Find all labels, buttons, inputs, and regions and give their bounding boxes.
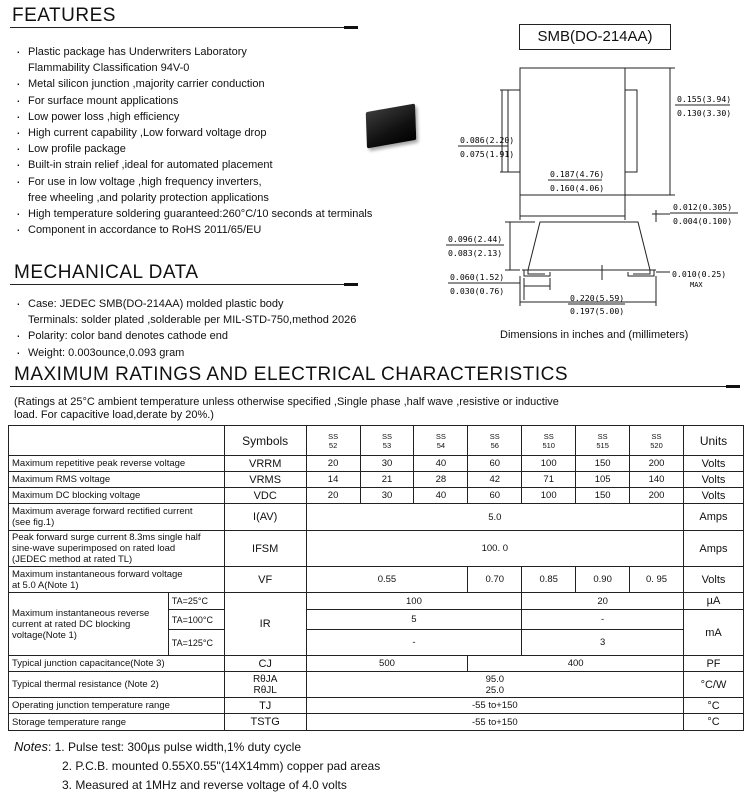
table-row: TA=100°C 5 - mA [9, 610, 744, 630]
dim-0012: 0.012(0.305) [673, 202, 733, 212]
package-title: SMB(DO-214AA) [519, 24, 671, 50]
table-row: Operating junction temperature range TJ -55 to+150 °C [9, 698, 744, 714]
table-row: Maximum instantaneous forward voltage at 5.0 A(Note 1) VF 0.55 0.70 0.85 0.90 0. 95 Volts [9, 567, 744, 593]
dim-0060: 0.060(1.52) [450, 272, 505, 282]
header-units: Units [683, 426, 743, 456]
dim-0086: 0.086(2.20) [460, 135, 515, 145]
features-title: FEATURES [12, 5, 116, 26]
table-row: Peak forward surge current 8.3ms single half sine-wave superimposed on rated load (JEDEC method at rated TL) IFSM 100. 0 Amps [9, 531, 744, 567]
dim-max: MAX [690, 281, 703, 289]
dim-0197: 0.197(5.00) [570, 306, 625, 316]
mechanical-item: · Polarity: color band denotes cathode end [14, 328, 356, 344]
feature-item: Flammability Classification 94V-0 [28, 62, 190, 75]
dim-0010: 0.010(0.25) [672, 269, 727, 279]
feature-item: · High current capability ,Low forward voltage drop [14, 125, 372, 141]
feature-item: · Component in accordance to RoHS 2011/65/EU [14, 222, 372, 238]
feature-item: · Plastic package has Underwriters Laboratory [14, 44, 372, 60]
dim-0083: 0.083(2.13) [448, 248, 503, 258]
ratings-title: MAXIMUM RATINGS AND ELECTRICAL CHARACTERISTICS [14, 364, 569, 385]
dim-0075: 0.075(1.91) [460, 149, 515, 159]
features-list [14, 44, 372, 238]
feature-item: · Low profile package [14, 141, 372, 157]
table-row: Typical junction capacitance(Note 3) CJ 500 400 PF [9, 656, 744, 672]
mechanical-rule [10, 284, 356, 285]
features-rule-end [344, 26, 358, 29]
dim-0160: 0.160(4.06) [550, 183, 605, 193]
table-header-row [9, 426, 744, 456]
table-row: TA=125°C - 3 [9, 630, 744, 656]
table-row: Maximum DC blocking voltage VDC 20 30 40 60 100 150 200 Volts [9, 488, 744, 504]
notes-line2: 2. P.C.B. mounted 0.55X0.55"(14X14mm) copper pad areas [62, 759, 381, 773]
feature-item: free wheeling ,and polarity protection applications [28, 191, 269, 204]
mechanical-item: Terminals: solder plated ,solderable per MIL-STD-750,method 2026 [28, 314, 357, 327]
header-part: SS 510 [522, 426, 576, 456]
mechanical-item: · Weight: 0.003ounce,0.093 gram [14, 345, 356, 361]
header-part: SS 52 [306, 426, 360, 456]
ratings-table [8, 425, 744, 731]
table-row: Typical thermal resistance (Note 2) RθJA RθJL 95.0 25.0 °C/W [9, 672, 744, 698]
dim-0030: 0.030(0.76) [450, 286, 505, 296]
header-part: SS 56 [468, 426, 522, 456]
table-row: Maximum average forward rectified current (see fig.1) I(AV) 5.0 Amps [9, 504, 744, 531]
dim-0187: 0.187(4.76) [550, 169, 605, 179]
mechanical-title: MECHANICAL DATA [14, 262, 199, 283]
ratings-conditions-line1: (Ratings at 25°C ambient temperature unless otherwise specified ,Single phase ,half wave ,resistive or inductive [14, 396, 559, 408]
mechanical-rule-end [344, 283, 358, 286]
package-dimension-drawing [420, 50, 750, 350]
notes-line1: Notes: 1. Pulse test: 300µs pulse width,1% duty cycle [14, 739, 302, 754]
table-row: Maximum instantaneous reverse current at rated DC blocking voltage(Note 1) TA=25°C IR 100 20 µA [9, 593, 744, 610]
dim-0155: 0.155(3.94) [677, 94, 732, 104]
dim-0220: 0.220(5.59) [570, 293, 625, 303]
ratings-rule-end [726, 385, 740, 388]
feature-item: · Metal silicon junction ,majority carrier conduction [14, 76, 372, 92]
feature-item: · For surface mount applications [14, 93, 372, 109]
header-part: SS 53 [360, 426, 414, 456]
table-row: Storage temperature range TSTG -55 to+150 °C [9, 714, 744, 731]
smb-package-photo [366, 103, 417, 148]
dim-0004: 0.004(0.100) [673, 216, 733, 226]
header-part: SS 515 [576, 426, 630, 456]
table-row: Maximum repetitive peak reverse voltage VRRM 20 30 40 60 100 150 200 Volts [9, 456, 744, 472]
mechanical-item: · Case: JEDEC SMB(DO-214AA) molded plastic body [14, 296, 356, 312]
feature-item: · Low power loss ,high efficiency [14, 109, 372, 125]
ratings-conditions [14, 396, 559, 421]
header-symbols: Symbols [224, 426, 306, 456]
header-part: SS 54 [414, 426, 468, 456]
feature-item: · Built-in strain relief ,ideal for automated placement [14, 157, 372, 173]
dimension-caption: Dimensions in inches and (millimeters) [500, 329, 689, 341]
ratings-conditions-line2: load. For capacitive load,derate by 20%.) [14, 408, 214, 421]
mechanical-list [14, 296, 356, 361]
notes-line3: 3. Measured at 1MHz and reverse voltage of 4.0 volts [62, 778, 347, 792]
table-row: Maximum RMS voltage VRMS 14 21 28 42 71 105 140 Volts [9, 472, 744, 488]
ratings-rule [10, 386, 740, 387]
notes-heading: Notes [14, 739, 48, 754]
header-part: SS 520 [630, 426, 684, 456]
feature-item: · For use in low voltage ,high frequency inverters, [14, 174, 372, 190]
dim-0130: 0.130(3.30) [677, 108, 732, 118]
feature-item: · High temperature soldering guaranteed:260°C/10 seconds at terminals [14, 206, 372, 222]
dim-0096: 0.096(2.44) [448, 234, 503, 244]
features-rule [10, 27, 356, 28]
